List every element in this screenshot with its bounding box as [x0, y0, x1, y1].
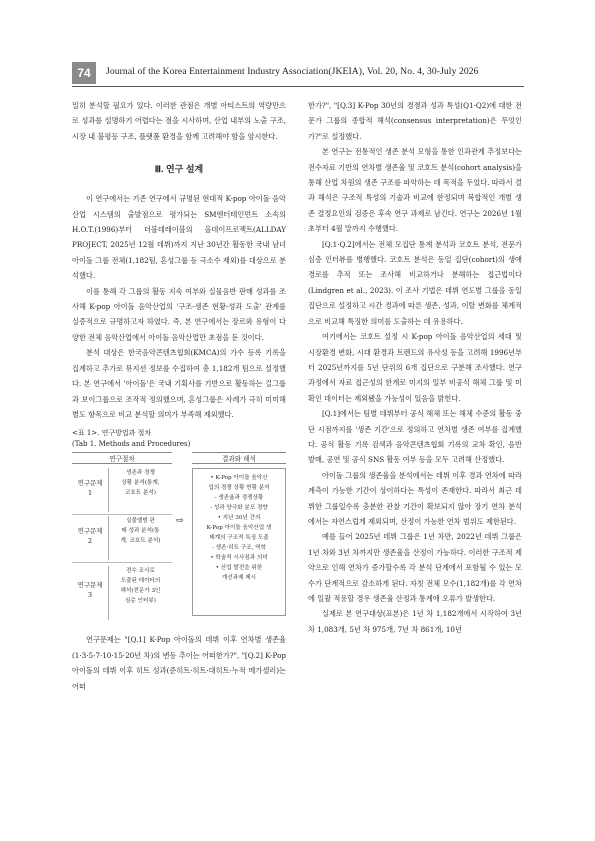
research-question-1: 연구문제 1 — [77, 479, 103, 498]
paragraph: [Q.1·Q.2]에서는 전체 모집단 통계 분석과 코호트 분석, 전문가 심층 인터뷰를 병행했다. 코호트 분석은 동일 집단(cohort)의 생애 경로를 추적 또는 조사해 비교하거나 분해하는 접근법이다(Lindgren et al., 2023). 이 조사 기법은 데뷔 연도별 그룹을 동일 집단으로 설정하고 시간 경과에 따른 생존, 성과, 이탈 변화를 체계적으로 비교해 특징한 의미를 도출하는 데 유용하다. — [308, 239, 522, 326]
page-number: 74 — [72, 62, 96, 84]
row-divider — [72, 562, 172, 563]
result-line: - 생존율과 경쟁상황 — [214, 495, 264, 502]
research-question-1-desc: 생존과 경쟁 상황 분석(통계, 코호트 분석) — [108, 468, 172, 512]
results-box — [192, 468, 286, 616]
paragraph: 분석 대상은 한국음악콘텐츠협회(KMCA)의 가수 등록 기록을 집계하고 추가로 뮤지션 정보를 수집하여 총 1,182개 팀으로 설정했다. 본 연구에서 '아이돌'은 국내 기획사를 기반으로 활동하는 걸그룹과 보이그룹으로 조작적 정의했으며, 혼성그룹은 사례가 극히 미미해 별도 항목으로 비교 분석할 의미가 부족해 제외했다. — [72, 348, 286, 419]
table-caption — [72, 428, 286, 450]
paragraph: 한가?", "[Q.3] K-Pop 30년의 경쟁과 성과 특성(Q1·Q2)에 대한 전문가 그룹의 종합적 해석(consensus interpretation)은 무엇인가?"로 설정했다. — [308, 101, 522, 141]
research-question-2-desc: 실물앨범 판 매 성과 분석(통 계, 코호트 분석) — [108, 516, 172, 560]
header-rule — [72, 86, 524, 87]
result-line: - 생존·히트 구조, 역학 — [211, 545, 266, 552]
table-caption-ko: <표 1>. 연구방법과 절차 — [72, 429, 152, 438]
paragraph: [Q.1]에서는 팀별 데뷔부터 공식 해체 또는 해체 수준의 활동 중단 시점까지를 '생존 기간'으로 정의하고 연차별 생존 여부를 집계했다. 공식 활동 기록 검색과 음악콘텐츠협회 기록의 교차 확인, 음반 발매, 공연 및 공식 SNS 활동 여부 등을 모두 고려해 산정했다. — [308, 409, 522, 465]
result-line: 태계의 구조적 특징 도출 — [209, 535, 269, 542]
result-line: 개선과제 제시 — [221, 575, 257, 582]
journal-title: Journal of the Korea Entertainment Industry Association(JKEIA), Vol. 20, No. 4, 30-July 2026 — [106, 66, 479, 77]
paragraph: 실제로 본 연구대상(표본)은 1년 차 1,182개에서 시작하여 3년 차 1,083개, 5년 차 975개, 7년 차 861개, 10년 — [308, 609, 522, 634]
running-header — [72, 62, 524, 84]
table-header-procedure: 연구절차 — [72, 452, 172, 464]
paragraph: 밀히 분석할 필요가 있다. 이러한 관점은 개별 아티스트의 역량만으로 성과를 설명하기 어렵다는 점을 시사하며, 산업 내부의 노출 구조, 시장 내 불평등 구조, 플랫폼 환경을 함께 고려해야 함을 암시한다. — [72, 101, 286, 141]
left-column — [72, 98, 286, 694]
result-line: 업의 경쟁 상황 현황 분석 — [208, 485, 270, 492]
paragraph: 아이돌 그룹의 생존율을 분석에서는 데뷔 이후 경과 연차에 따라 계측이 가능한 기간이 상이하다는 특성이 존재한다. 따라서 최근 데뷔한 그룹일수록 충분한 관찰 기간이 확보되지 않아 장기 연차 분석에서는 자연스럽게 제외되며, 산정이 가능한 연차 범위도 제한된다. — [308, 470, 522, 526]
row-divider — [72, 514, 172, 515]
right-column — [308, 98, 522, 637]
section-title: Ⅲ. 연구 설계 — [154, 164, 204, 175]
research-question-3: 연구문제 3 — [77, 581, 103, 600]
result-line: • 산업 발전을 위한 — [215, 565, 263, 572]
result-line: • 학술적 시사점과 의미 — [210, 555, 268, 562]
paragraph: 연구문제는 "[Q.1] K-Pop 아이돌의 데뷔 이후 연차별 생존율(1·3·5·7·10·15·20년 차)의 변동 추이는 어떠한가?", "[Q.2] K-Pop 아이돌의 데뷔 이후 히트 성과(준히트·히트·대히트·누적 메가셀러)는 어떠 — [72, 635, 286, 691]
paragraph: 여기에서는 코호트 설정 시 K-pop 아이돌 음악산업의 세대 및 시장환경 변화, 시대 환경과 트렌드의 유사성 등을 고려해 1996년부터 2025년까지를 5년 단위의 6개 집단으로 구분해 조사했다. 연구 과정에서 자료 접근성의 한계로 미지의 일부 비공식 해체 그룹 및 미확인 데이터는 제외됐을 가능성이 있음을 밝힌다. — [308, 332, 522, 403]
arrow-icon: ⇨ — [176, 516, 184, 527]
result-line: • 지난 30년 간의 — [217, 515, 261, 522]
research-question-2: 연구문제 2 — [77, 527, 103, 546]
methods-table — [72, 452, 286, 622]
table-header-results: 결과와 해석 — [192, 452, 286, 464]
table-caption-en: (Tab 1. Methods and Procedures) — [72, 440, 191, 449]
result-line: K-Pop 아이돌 음악산업 생 — [206, 525, 272, 532]
paragraph: 본 연구는 전통적인 생존 분석 모형을 통한 인과관계 추정보다는 전수자료 기반의 연차별 생존율 및 코호트 분석(cohort analysis)을 통해 산업 차원의 생존 구조를 파악하는 데 목적을 두었다. 따라서 결과 해석은 구조적 특성의 기술과 비교에 한정되며 복합적인 개별 생존 결정요인의 검증은 후속 연구 과제로 남긴다. 연구는 2026년 1월 초부터 4월 말까지 수행했다. — [308, 147, 522, 234]
result-line: - 성과 양극화 분포 경향 — [210, 505, 268, 512]
result-line: • K-Pop 아이돌 음악산 — [210, 475, 268, 482]
research-question-3-desc: 전수 조사로 도출된 데이터의 해석(전문가 3인 심층 인터뷰) — [108, 566, 172, 620]
paragraph: 예를 들어 2025년 데뷔 그룹은 1년 차만, 2022년 데뷔 그룹은 1년 차와 3년 차까지만 생존율을 산정이 가능하다. 이러한 구조적 제약으로 인해 연차가 증가할수록 각 분석 단계에서 포함될 수 있는 모수가 단계적으로 감소하게 된다. 자칫 전체 모수(1,182개)를 각 연차에 일괄 적용할 경우 생존율 산정과 통계에 오류가 발생한다. — [308, 532, 522, 603]
paragraph: 이 연구에서는 기존 연구에서 규명된 현대적 K-pop 아이돌 음악산업 시스템의 출발점으로 평가되는 SM엔터테인먼트 소속의 H.O.T.(1996)부터 더블데레이블의 올데이프로젝트(ALLDAY PROJECT, 2025년 12월 데뷔)까지 지난 30년간 활동한 국내 남녀 아이돌 그룹 전체(1,182팀, 혼성그룹 등 극소수 제외)를 대상으로 분석했다. — [72, 194, 286, 281]
paragraph: 이를 통해 각 그룹의 활동 지속 여부와 실물음반 판매 성과를 조사해 K-pop 아이돌 음악산업의 '구조-생존 현황-성과 도출' 관계를 실증적으로 규명하고자 하였다. 즉, 본 연구에서는 장르와 유형이 다양한 전체 음악산업에서 아이돌 음악산업만 초점을 둔 것이다. — [72, 286, 286, 342]
